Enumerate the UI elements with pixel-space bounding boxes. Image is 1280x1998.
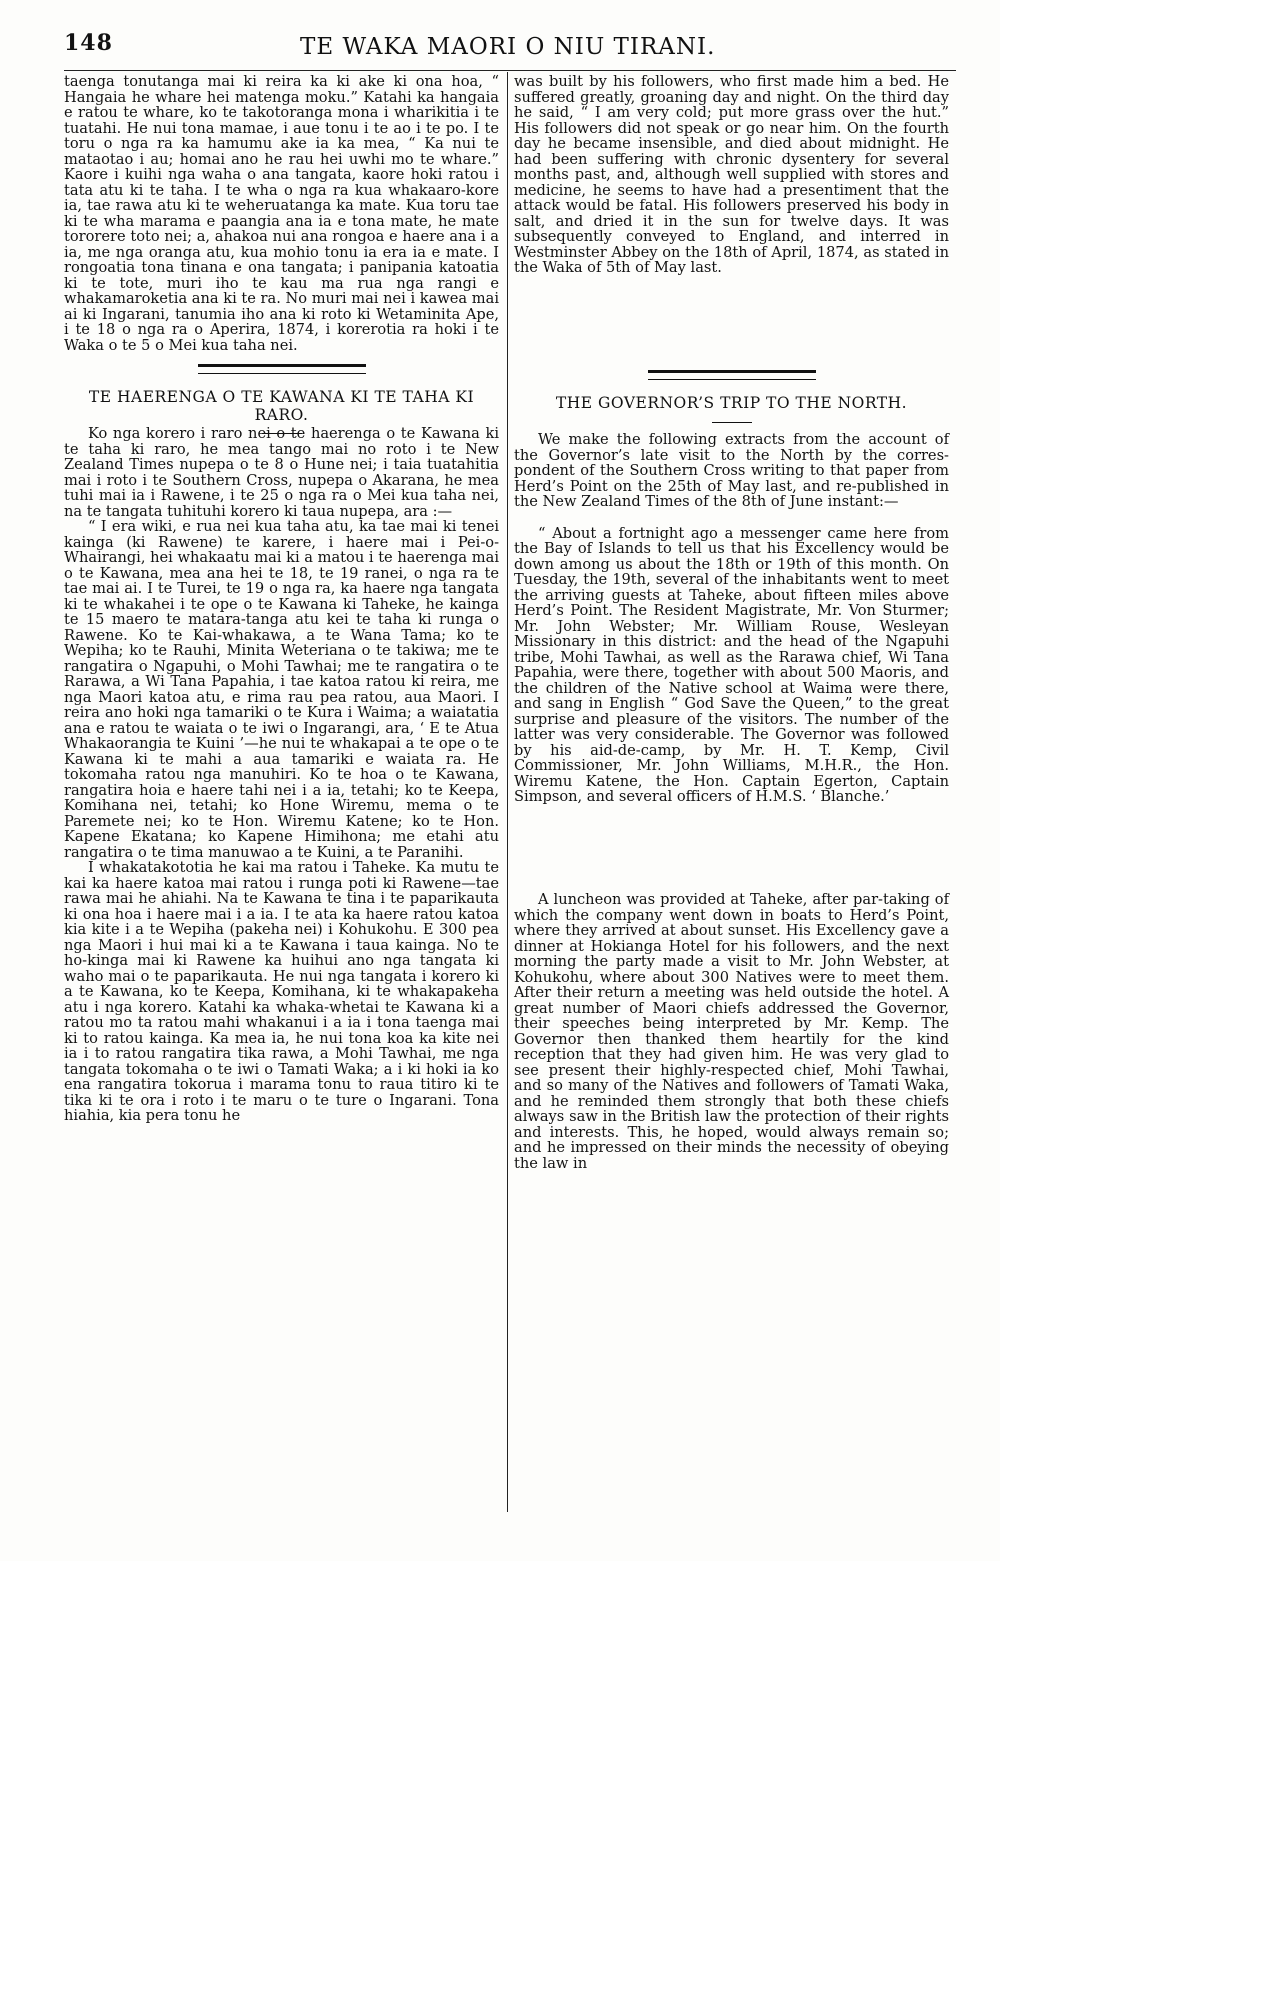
heading-rule <box>712 422 752 423</box>
left-top-continuation <box>64 74 499 353</box>
article-paragraph: “ About a fortnight ago a messenger came here from the Bay of Islands to tell us that his Excellency would be down among us about the 18th or 19th of this month. On Tuesday, the 19th, several of the inhabitants went to meet the arriving guests at Taheke, about fifteen miles above Herd’s Point. The Resident Magistrate, Mr. Von Sturmer; Mr. John Webster; Mr. William Rouse, Wesleyan Missionary in this district: and the head of the Ngapuhi tribe, Mohi Tawhai, as well as the Rarawa chief, Wi Tana Papahia, were there, together with about 500 Maoris, and the children of the Native school at Waima were there, and sang in English “ God Save the Queen,” to the great surprise and pleasure of the visitors. The number of the latter was very considerable. The Governor was followed by his aid-de-camp, by Mr. H. T. Kemp, Civil Commissioner, Mr. John Williams, M.H.R., the Hon. Wiremu Katene, the Hon. Captain Egerton, Captain Simpson, and several officers of H.M.S. ‘ Blanche.’ <box>514 524 949 805</box>
column-divider <box>507 72 508 1512</box>
continuation-paragraph: was built by his followers, who first made him a bed. He suffered greatly, groaning day and night. On the third day he said, “ I am very cold; put more grass over the hut.” His followers did not speak or go near him. On the fourth day he became insensible, and died about midnight. He had been suffering with chronic dysentery for several months past, and, although well supplied with stores and medicine, he seems to have had a presentiment that the attack would be fatal. His followers preserved his body in salt, and dried it in the sun for twelve days. It was subsequently conveyed to England, and interred in Westminster Abbey on the 18th of April, 1874, as stated in the Waka of 5th of May last. <box>514 73 949 276</box>
article-paragraph: Ko nga korero i raro nei o te haerenga o te Kawana ki te taha ki raro, he mea tango mai no roto i te New Zealand Times nupepa o te 8 o Hune nei; i taia tuatahitia mai i roto i te Southern Cross, nupepa o Akarana, he mea tuhi mai ia i Rawene, i te 25 o nga ra o Mei kua taha nei, na te tangata tuhituhi korero ki taua nupepa, ara :— <box>64 425 499 520</box>
page-number: 148 <box>64 30 113 56</box>
right-article-continued <box>514 892 949 1171</box>
section-separator <box>648 370 816 380</box>
left-article-heading-block <box>64 364 499 434</box>
article-heading: THE GOVERNOR’S TRIP TO THE NORTH. <box>555 394 908 412</box>
article-paragraph: We make the following extracts from the account of the Governor’s late visit to the North by the corres-pondent of the Southern Cross writing to that paper from Herd’s Point on the 25th of May last, and re-published in the New Zealand Times of the 8th of June instant:— <box>514 431 949 510</box>
header-rule <box>64 70 956 71</box>
article-paragraph: A luncheon was provided at Taheke, after par-taking of which the company went down in boats to Herd’s Point, where they arrived at about sunset. His Excellency gave a dinner at Hokianga Hotel for his followers, and the next morning the party made a visit to Mr. John Webster, at Kohukohu, where about 300 Natives were to meet them. After their return a meeting was held outside the hotel. A great number of Maori chiefs addressed the Governor, their speeches being interpreted by Mr. Kemp. The Governor then thanked them heartily for the kind reception that they had given him. He was very glad to see present their highly-respected chief, Mohi Tawhai, and so many of the Natives and followers of Tamati Waka, and he reminded them strongly that both these chiefs always saw in the British law the protection of their rights and interests. This, he hoped, would always remain so; and he impressed on their minds the necessity of obeying the law in <box>514 891 949 1172</box>
article-heading: TE HAERENGA O TE KAWANA KI TE TAHA KI RARO. <box>88 388 475 424</box>
left-article-body <box>64 426 499 1124</box>
right-article-heading-block <box>514 370 949 423</box>
page-title: TE WAKA MAORI O NIU TIRANI. <box>300 34 716 60</box>
section-separator <box>198 364 366 374</box>
article-paragraph: “ I era wiki, e rua nei kua taha atu, ka tae mai ki tenei kainga (ki Rawene) te karere, i haere mai i Pei-o-Whairangi, hei whakaatu mai ki a matou i te haerenga mai o te Kawana, mea ana hei te 18, te 19 ranei, o nga ra te tae mai ai. I te Turei, te 19 o nga ra, ka haere nga tangata ki te whakahei i te ope o te Kawana ki Taheke, he kainga te 15 maero te matara-tanga atu kei te taha ki runga o Rawene. Ko te Kai-whakawa, a te Wana Tama; ko te Wepiha; ko te Rauhi, Minita Weteriana o te takiwa; me te rangatira o Ngapuhi, o Mohi Tawhai; me te rangatira o te Rarawa, a Wi Tana Papahia, i tae katoa ratou ki reira, me nga Maori katoa atu, e rima rau pea ratou, aua Maori. I reira ano hoki nga tamariki o te Kura i Waima; a waiatatia ana e ratou te waiata o te iwi o Ingarangi, ara, ‘ E te Atua Whakaorangia te Kuini ’—he nui te whakapai a te ope o te Kawana ki te mahi a aua tamariki e waiata ra. He tokomaha ratou nga manuhiri. Ko te hoa o te Kawana, rangatira hoia e haere tahi nei i a ia, tetahi; ko te Keepa, Komihana nei, tetahi; ko Hone Wiremu, mema o te Paremete nei; ko te Hon. Wiremu Katene; ko te Hon. Kapene Ekatana; ko Kapene Himihona; me etahi atu rangatira o te tima manuwao a te Kuini, a te Paranihi. <box>64 518 499 861</box>
continuation-paragraph: taenga tonutanga mai ki reira ka ki ake ki ona hoa, “ Hangaia he whare hei matenga moku.” Katahi ka hangaia e ratou te whare, ko te takotoranga mona i wharikitia i te tuatahi. He nui tona mamae, i aue tonu i te ao i te po. I te toru o nga ra ka hamumu ake ia ka mea, “ Ka nui te mataotao i au; homai ano he rau hei uwhi mo te whare.” Kaore i kuihi nga waha o ana tangata, kaore hoki ratou i tata atu ki te taha. I te wha o nga ra kua whakaaro-kore ia, tae rawa atu ki te weheruatanga ka mate. Kua toru tae ki te wha marama e paangia ana ia e tona mate, he mate tororere toto nei; a, ahakoa nui ana rongoa e haere ana i a ia, me nga oranga atu, kua mohio tonu ia era ia e mate. I rongoatia tona tinana e ona tangata; i panipania katoatia ki te tote, muri iho te kau ma rua nga rangi e whakamaroketia ana ki te ra. No muri mai nei i kawea mai ai ki Ingarani, tanumia iho ana ki roto ki Wetaminita Ape, i te 18 o nga ra o Aperira, 1874, i korerotia ra hoki i te Waka o te 5 o Mei kua taha nei. <box>64 73 499 354</box>
right-article-body <box>514 432 949 805</box>
article-paragraph: I whakatakototia he kai ma ratou i Taheke. Ka mutu te kai ka haere katoa mai ratou i runga poti ki Rawene—tae rawa mai he ahiahi. Na te Kawana te tina i te paparikauta ki ona hoa i haere mai i a ia. I te ata ka haere ratou katoa kia kite i a te Wepiha (pakeha nei) i Kohukohu. E 300 pea nga Maori i hui mai ki a te Kawana i taua kainga. No te ho-kinga mai ki Rawene ka huihui ano nga tangata ki waho mai o te paparikauta. He nui nga tangata i korero ki a te Kawana, ko te Keepa, Komihana, ki te whakapakeha atu i nga korero. Katahi ka whaka-whetai te Kawana ki a ratou mo ta ratou mahi whakanui i a ia i tona taenga mai ki to ratou kainga. Ka mea ia, he nui tona koa ka kite nei ia i to ratou rangatira tika rawa, a Mohi Tawhai, me nga tangata tokomaha o te iwi o Tamati Waka; a i ki hoki ia ko ena rangatira tokorua i marama tonu to raua titiro ki te tika ki te ora i roto i te maru o te ture o Ingarani. Tona hiahia, kia pera tonu he <box>64 859 499 1124</box>
right-top-continuation <box>514 74 949 276</box>
